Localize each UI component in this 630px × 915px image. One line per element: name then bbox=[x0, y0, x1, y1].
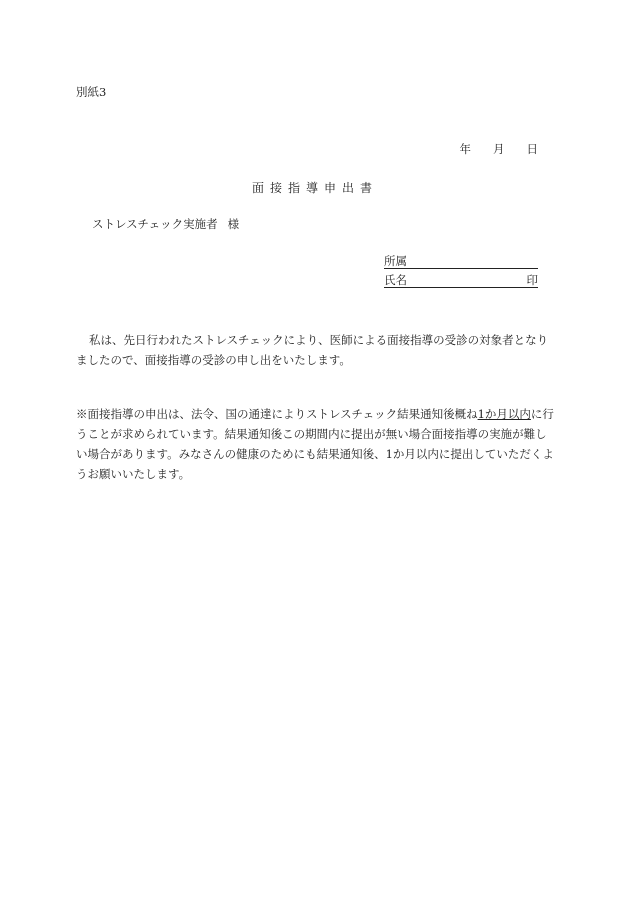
note-text-before: ※面接指導の申出は、法令、国の通達によりストレスチェック結果通知後概ね bbox=[76, 407, 478, 421]
note-deadline: 1か月以内 bbox=[477, 407, 531, 421]
date-year: 年 bbox=[459, 142, 471, 156]
note-text-after: に行うことが求められています。結果通知後この期間内に提出が無い場合面接指導の実施が難しい場合があります。みなさんの健康のためにも結果通知後、1か月以内に提出していただくようお願いいたします。 bbox=[76, 407, 554, 481]
request-statement: 私は、先日行われたストレスチェックにより、医師による面接指導の受診の対象者となりましたので、面接指導の受診の申し出をいたします。 bbox=[76, 333, 549, 367]
name-field bbox=[384, 273, 538, 288]
name-label: 氏名 bbox=[384, 273, 407, 287]
addressee-name: ストレスチェック実施者 bbox=[92, 217, 218, 231]
submission-note bbox=[76, 404, 554, 484]
affiliation-label: 所属 bbox=[384, 254, 407, 268]
annex-label: 別紙3 bbox=[76, 85, 107, 99]
seal-label: 印 bbox=[526, 273, 538, 287]
date-month: 月 bbox=[493, 142, 505, 156]
date-line bbox=[460, 141, 539, 157]
affiliation-field bbox=[384, 254, 538, 269]
document-title: 面接指導申出書 bbox=[251, 181, 378, 195]
date-day: 日 bbox=[526, 142, 538, 156]
addressee bbox=[92, 216, 239, 232]
addressee-honorific: 様 bbox=[227, 217, 240, 231]
